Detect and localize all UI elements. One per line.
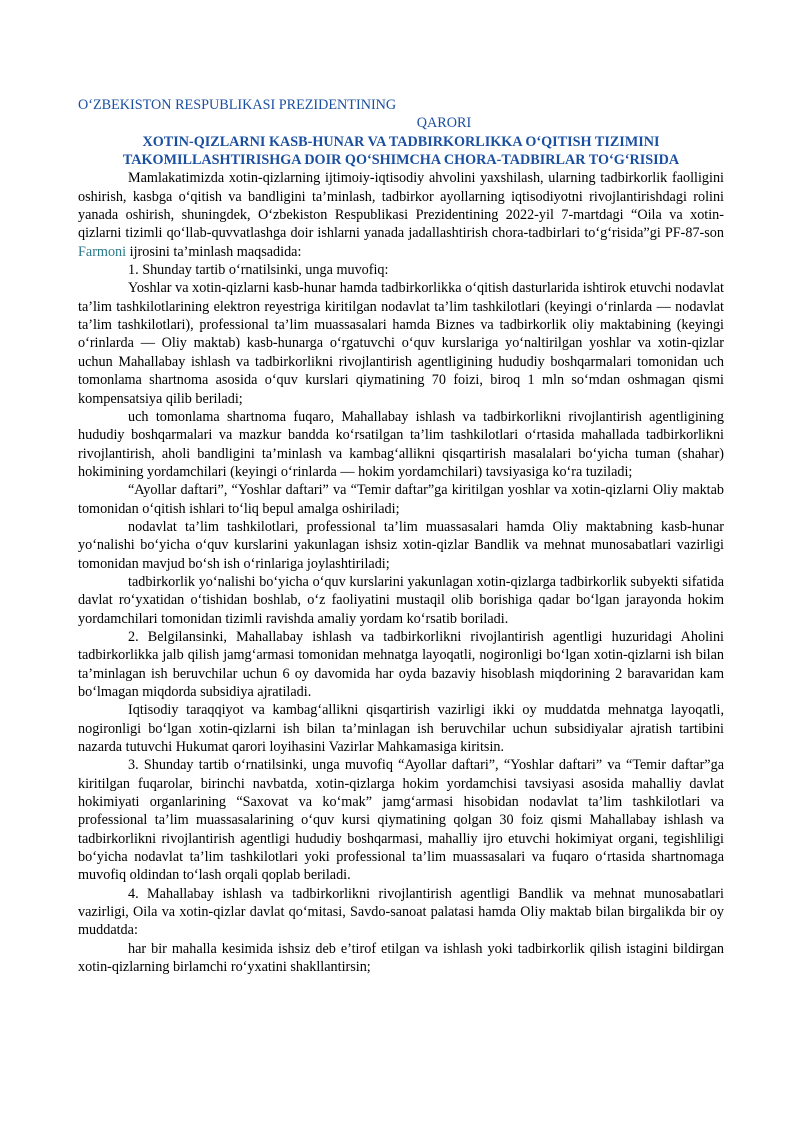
intro-text-end: ijrosini ta’minlash maqsadida: [129,243,302,260]
paragraph-3: uch tomonlama shartnoma fuqaro, Mahallabay ishlash va tadbirkorlikni rivojlantirish agentligining hududiy boshqarmalari va mazkur bandda ko‘rsatilgan ta’lim tashkilotlari o‘rtasida mahallada tadbirkorlikni rivojlantirish, aholi bandligini ta’minlash va kambag‘allikni qisqartirish masalalari bo‘yicha tuman (shahar) hokimining yordamchilari (keyingi o‘rinlarda — hokim yordamchilari) tavsiyasiga ko‘ra tuziladi; [78,408,724,480]
paragraph-11: har bir mahalla kesimida ishsiz deb e’tirof etilgan va ishlash yoki tadbirkorlik qilish istagini bildirgan xotin-qizlarning birlamchi ro‘yxatini shakllantirsin; [78,940,724,976]
paragraph-6: tadbirkorlik yo‘nalishi bo‘yicha o‘quv kurslarini yakunlagan xotin-qizlarga tadbirkorlik subyekti sifatida davlat ro‘yxatidan o‘tishidan boshlab, o‘z faoliyatini mustaqil olib borishiga qadar bo‘lgan jarayonda hokim yordamchilari tomonidan tizimli ravishda amaliy yordam ko‘rsatib boriladi. [78,573,724,627]
document-title-line-2: TAKOMILLASHTIRISHGA DOIR QO‘SHIMCHA CHORA-TADBIRLAR TO‘G‘RISIDA [122,152,680,169]
paragraph-8: Iqtisodiy taraqqiyot va kambag‘allikni qisqartirish vazirligi ikki oy muddatda mehnatga layoqatli, nogironligi bo‘lgan xotin-qizlarni ish bilan ta’minlagan ish beruvchilar uchun subsidiyalar ajratish tartibini nazarda tutuvchi Hukumat qarori loyihasini Vazirlar Mahkamasiga kiritsin. [78,702,724,756]
document-page [78,96,724,977]
paragraph-10: 4. Mahallabay ishlash va tadbirkorlikni rivojlantirish agentligi Bandlik va mehnat munosabatlari vazirligi, Oila va xotin-qizlar davlat qo‘mitasi, Savdo-sanoat palatasi hamda Oliy maktab bilan birgalikda bir oy muddatda: [78,885,724,939]
document-type: QARORI [416,115,472,132]
document-issuer: O‘ZBEKISTON RESPUBLIKASI PREZIDENTINING [78,97,397,113]
decree-link[interactable]: Farmoni [78,243,127,260]
paragraph-5: nodavlat ta’lim tashkilotlari, professional ta’lim muassasalari hamda Oliy maktabning kasb-hunar yo‘nalishi bo‘yicha o‘quv kurslarini yakunlagan ishsiz xotin-qizlar Bandlik va mehnat munosabatlari vazirligi tomonidan mavjud bo‘sh ish o‘rinlariga joylashtiriladi; [78,518,724,572]
paragraph-7: 2. Belgilansinki, Mahallabay ishlash va tadbirkorlikni rivojlantirish agentligi huzuridagi Aholini tadbirkorlikka jalb qilish jamg‘armasi tomonidan mehnatga layoqatli, nogironligi bo‘lgan xotin-qizlarni ish bilan ta’minlagan ish beruvchilar uchun 6 oy davomida har oyda bazaviy hisoblash miqdorining 2 baravaridan kam bo‘lmagan miqdorda subsidiya ajratiladi. [78,628,724,700]
intro-text: Mamlakatimizda xotin-qizlarning ijtimoiy-iqtisodiy ahvolini yaxshilash, ularning tadbirkorlik faolligini oshirish, kasbga o‘qitish va bandligini ta’minlash, tadbirkor ayollarning iqtisodiyotni rivojlantirishdagi rolini yanada oshirish, shuningdek, O‘zbekiston Respublikasi Prezidentining 2022-yil 7-martdagi “Oila va xotin-qizlarni tizimli qo‘llab-quvvatlashga doir ishlarni yanada jadallashtirish chora-tadbirlari to‘g‘risida”gi PF-87-son [78,170,724,242]
intro-paragraph [78,169,724,261]
paragraph-9: 3. Shunday tartib o‘rnatilsinki, unga muvofiq “Ayollar daftari”, “Yoshlar daftari” va “Temir daftar”ga kiritilgan fuqarolar, birinchi navbatda, xotin-qizlarga hokim yordamchisi tavsiyasi asosida mahalliy davlat hokimiyati organlarining “Saxovat va ko‘mak” jamg‘armasi hisobidan nodavlat ta’lim tashkilotlari va professional ta’lim muassasalarining o‘quv kursi qiymatining qolgan 30 foiz qismi Mahallabay ishlash va tadbirkorlikni rivojlantirish agentligi hududiy boshqarmasi, mahalliy ijro etuvchi hokimiyat organi, tegishliligi bo‘yicha nodavlat ta’lim tashkilotlari yoki professional ta’lim muassasalari va fuqaro o‘rtasida shartnomaga muvofiq oldindan to‘lash orqali qoplab beriladi. [78,757,724,884]
document-title-line-1: XOTIN-QIZLARNI KASB-HUNAR VA TADBIRKORLIKKA O‘QITISH TIZIMINI [142,133,660,150]
paragraph-4: “Ayollar daftari”, “Yoshlar daftari” va “Temir daftar”ga kiritilgan yoshlar va xotin-qizlarni Oliy maktab tomonidan o‘qitish ishlari to‘liq bepul amalga oshiriladi; [78,482,724,517]
paragraph-1: 1. Shunday tartib o‘rnatilsinki, unga muvofiq: [128,262,389,279]
paragraph-2: Yoshlar va xotin-qizlarni kasb-hunar hamda tadbirkorlikka o‘qitish dasturlarida ishtirok etuvchi nodavlat ta’lim tashkilotlarining elektron reyestriga kiritilgan nodavlat ta’lim tashkilotlari (keyingi o‘rinlarda — nodavlat ta’lim tashkilotlari), professional ta’lim muassasalari hamda Biznes va tadbirkorlik oliy maktabining (keyingi o‘rinlarda — Oliy maktab) kasb-hunarga o‘rgatuvchi o‘quv kurslariga yo‘naltirilgan yoshlar va xotin-qizlar uchun Mahallabay ishlash va tadbirkorlikni rivojlantirish agentligining hududiy boshqarmalari tomonidan uch tomonlama shartnoma asosida o‘quv kurslari qiymatining 70 foizi, biroq 1 mln so‘mdan oshmagan qismi kompensatsiya qilib beriladi; [78,280,724,407]
